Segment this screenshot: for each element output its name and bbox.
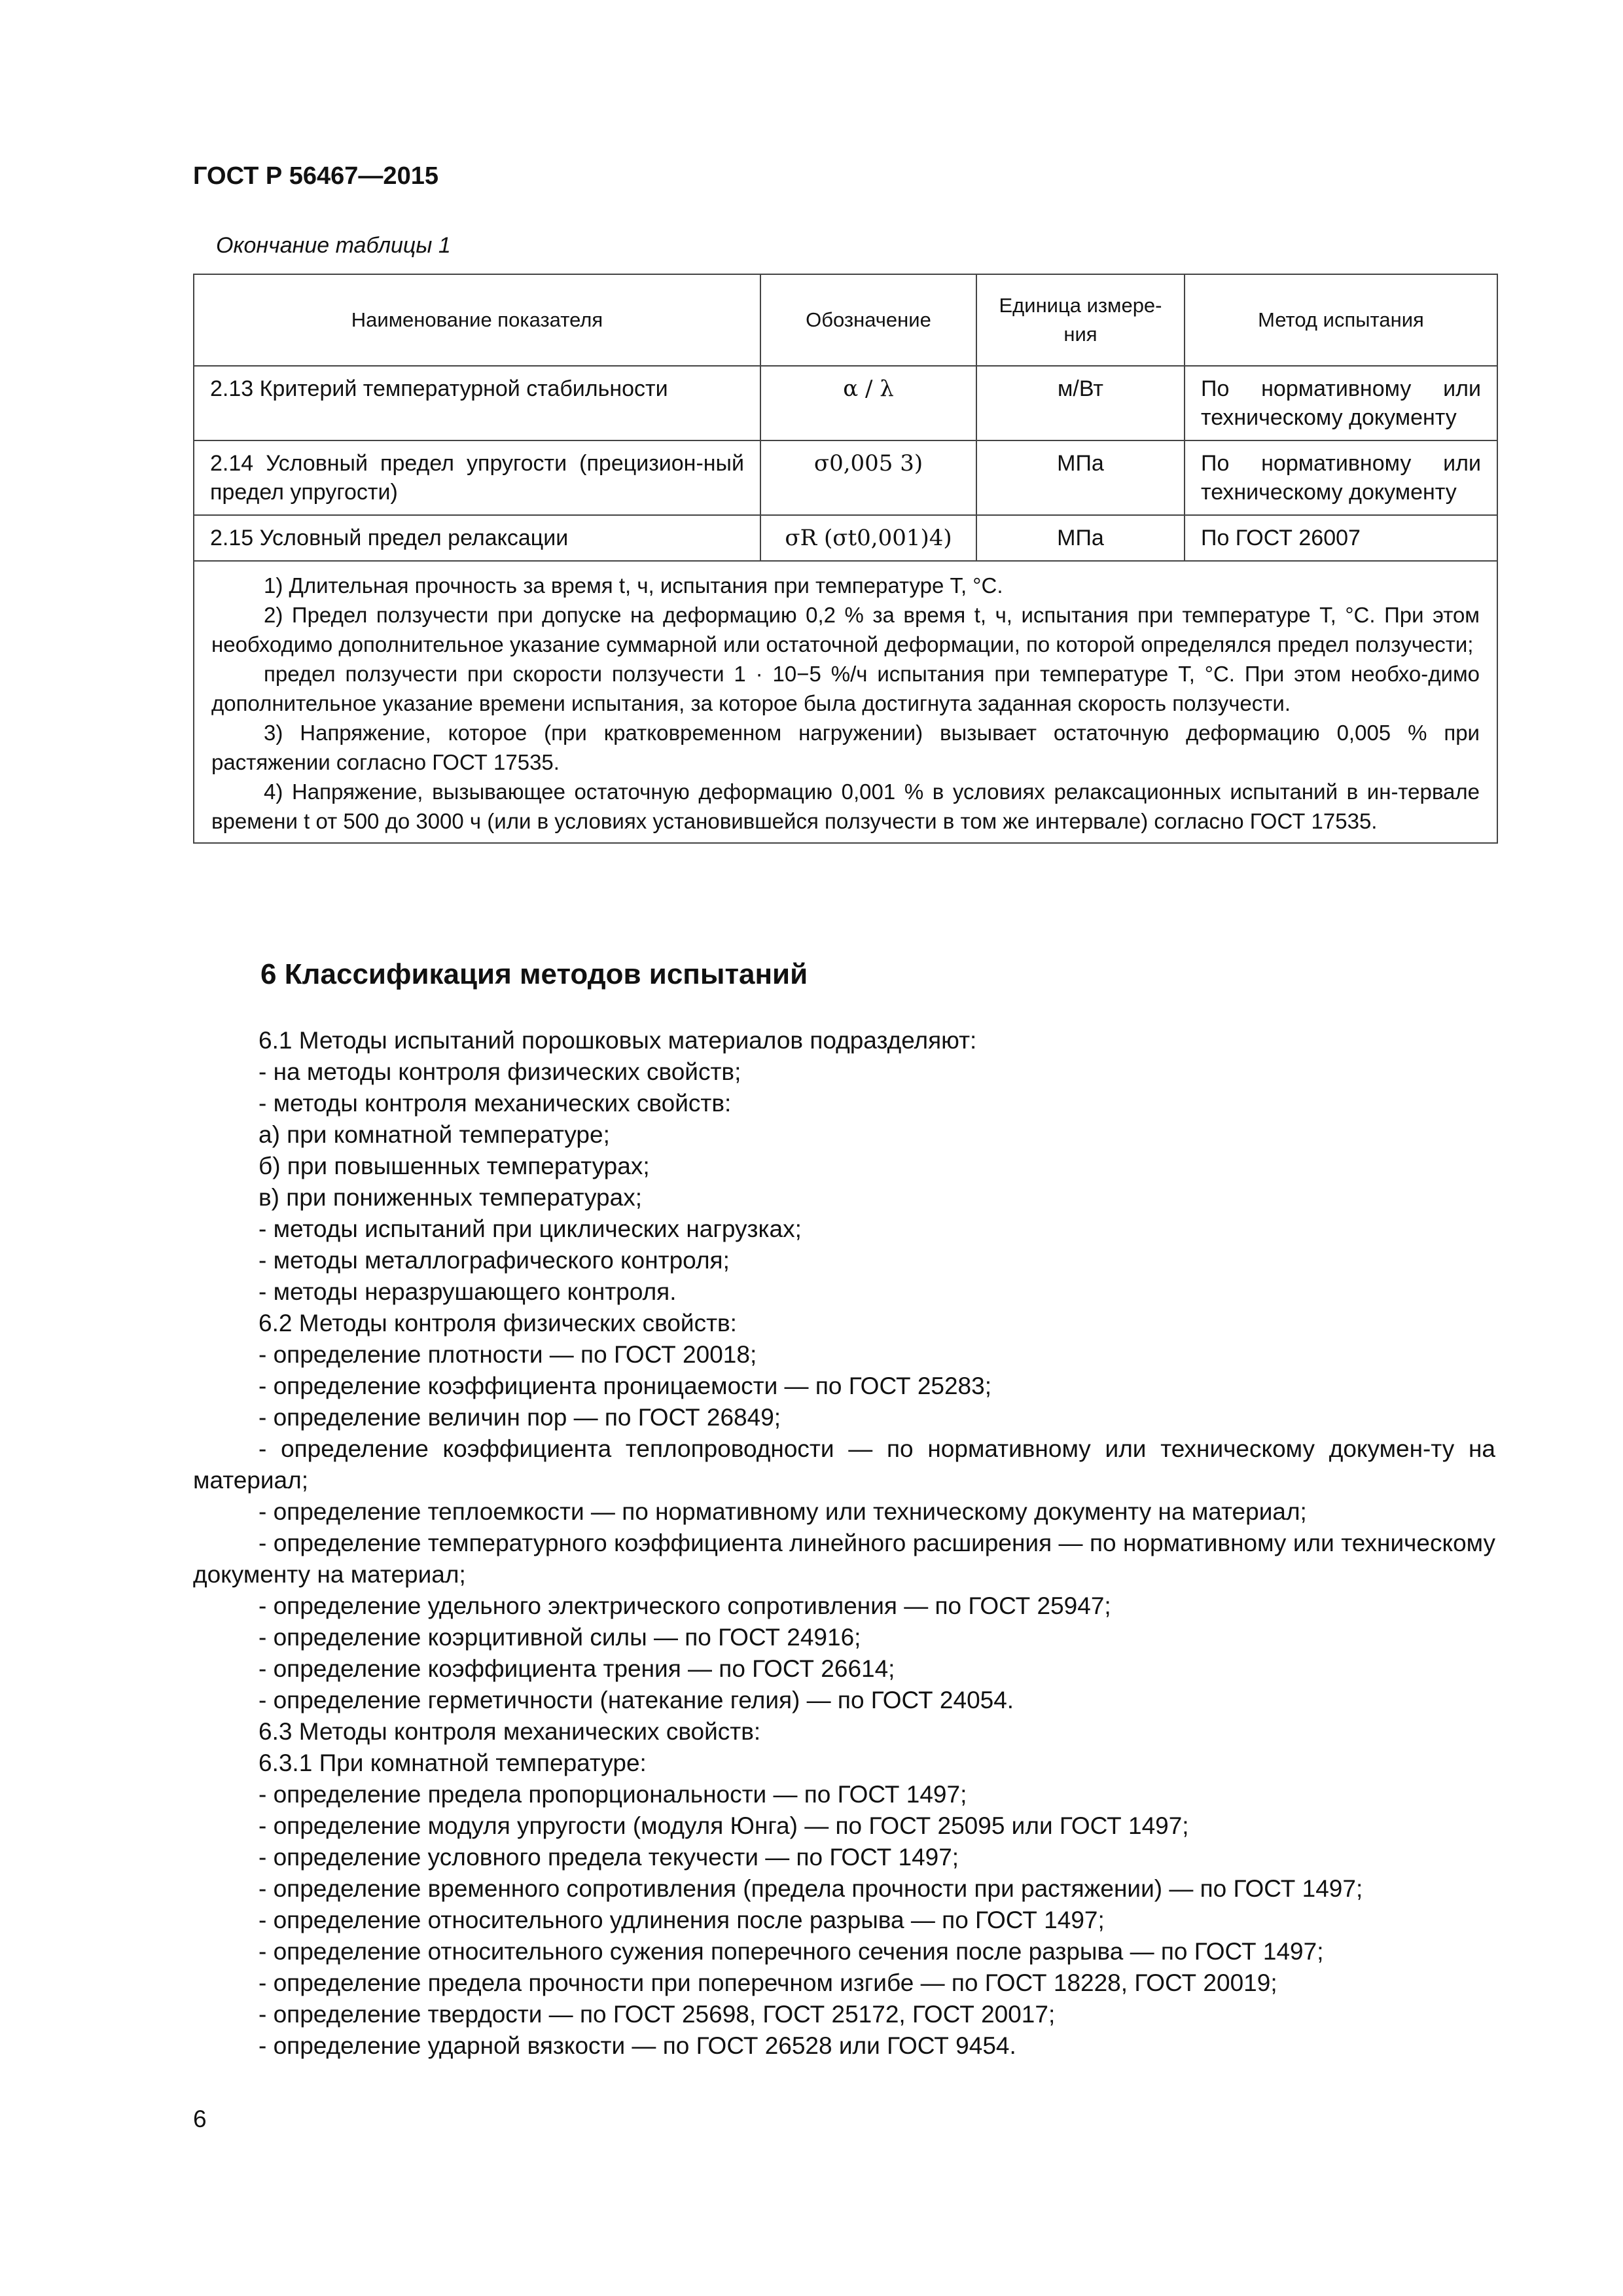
section-paragraph: б) при повышенных температурах;	[259, 1153, 650, 1179]
table-row	[194, 367, 1497, 441]
section-paragraph: - определение условного предела текучести — по ГОСТ 1497;	[259, 1844, 959, 1871]
row-unit: МПа	[977, 516, 1185, 560]
section-paragraph: - методы испытаний при циклических нагрузках;	[259, 1215, 802, 1242]
section-paragraph: - определение плотности — по ГОСТ 20018;	[259, 1341, 757, 1368]
section-paragraph: - определение относительного удлинения после разрыва — по ГОСТ 1497;	[259, 1907, 1105, 1933]
table-row	[194, 441, 1497, 516]
row-method: По нормативному или техническому документу	[1201, 376, 1481, 430]
section-paragraph: - определение модуля упругости (модуля Юнга) — по ГОСТ 25095 или ГОСТ 1497;	[259, 1812, 1189, 1839]
table-row	[194, 516, 1497, 562]
section-paragraph: - определение временного сопротивления (предела прочности при растяжении) — по ГОСТ 1497;	[259, 1875, 1363, 1902]
table-footnotes	[194, 562, 1497, 842]
section-paragraph: - определение предела пропорциональности — по ГОСТ 1497;	[259, 1781, 967, 1808]
section-body	[193, 1025, 1495, 2062]
column-header-method: Метод испытания	[1258, 308, 1424, 331]
section-paragraph: - методы неразрушающего контроля.	[259, 1278, 677, 1305]
document-header: ГОСТ Р 56467—2015	[193, 162, 438, 190]
row-unit: МПа	[977, 441, 1185, 514]
section-paragraph: а) при комнатной температуре;	[259, 1121, 610, 1148]
column-header-unit: Единица измере-ния	[977, 275, 1185, 365]
section-paragraph: - определение коэффициента теплопроводности — по нормативному или техническому докумен-ту на материал;	[193, 1435, 1495, 1494]
column-header-name: Наименование показателя	[194, 275, 761, 365]
row-method: По ГОСТ 26007	[1201, 526, 1361, 550]
section-paragraph: 6.1 Методы испытаний порошковых материалов подразделяют:	[259, 1027, 977, 1054]
section-paragraph: - определение коэффициента трения — по ГОСТ 26614;	[259, 1655, 895, 1682]
page-number: 6	[193, 2106, 207, 2132]
section-paragraph: 6.3.1 При комнатной температуре:	[259, 1749, 647, 1776]
section-paragraph: - определение теплоемкости — по нормативному или техническому документу на материал;	[259, 1498, 1307, 1525]
row-symbol: α / λ	[761, 367, 977, 440]
column-header-symbol: Обозначение	[761, 275, 977, 365]
section-paragraph: - определение коэффициента проницаемости — по ГОСТ 25283;	[259, 1372, 991, 1399]
row-symbol: σR (σt0,001)4)	[761, 516, 977, 560]
footnote: предел ползучести при скорости ползучести 1 · 10−5 %/ч испытания при температуре T, °С. При этом необхо-димо дополнительное указание времени испытания, за которое была достигнута заданная скорость ползучести.	[211, 662, 1480, 715]
table-caption: Окончание таблицы 1	[216, 233, 451, 258]
table-header-row	[194, 275, 1497, 367]
row-unit: м/Вт	[977, 367, 1185, 440]
row-symbol: σ0,005 3)	[761, 441, 977, 514]
section-paragraph: - определение твердости — по ГОСТ 25698, ГОСТ 25172, ГОСТ 20017;	[259, 2001, 1056, 2028]
indicators-table	[193, 274, 1498, 844]
section-paragraph: 6.2 Методы контроля физических свойств:	[259, 1310, 737, 1336]
section-paragraph: - определение ударной вязкости — по ГОСТ 26528 или ГОСТ 9454.	[259, 2032, 1016, 2059]
footnote: 3) Напряжение, которое (при кратковременном нагружении) вызывает остаточную деформацию 0,005 % при растяжении согласно ГОСТ 17535.	[211, 721, 1480, 774]
row-name: 2.13 Критерий температурной стабильности	[194, 367, 761, 440]
row-name: 2.15 Условный предел релаксации	[194, 516, 761, 560]
section-paragraph: - на методы контроля физических свойств;	[259, 1058, 741, 1085]
section-paragraph: - определение герметичности (натекание гелия) — по ГОСТ 24054.	[259, 1687, 1014, 1713]
footnote: 2) Предел ползучести при допуске на деформацию 0,2 % за время t, ч, испытания при температуре T, °С. При этом необходимо дополнительное указание суммарной или остаточной деформации, по которой определялся предел ползучести;	[211, 603, 1480, 656]
row-name: 2.14 Условный предел упругости (прецизион-ный предел упругости)	[194, 441, 761, 514]
footnote: 1) Длительная прочность за время t, ч, испытания при температуре T, °С.	[264, 573, 1003, 598]
section-paragraph: - определение температурного коэффициента линейного расширения — по нормативному или техническому документу на материал;	[193, 1530, 1495, 1588]
section-paragraph: - методы металлографического контроля;	[259, 1247, 730, 1274]
section-paragraph: - определение удельного электрического сопротивления — по ГОСТ 25947;	[259, 1592, 1111, 1619]
section-paragraph: - определение величин пор — по ГОСТ 26849;	[259, 1404, 781, 1431]
section-paragraph: 6.3 Методы контроля механических свойств:	[259, 1718, 761, 1745]
section-paragraph: в) при пониженных температурах;	[259, 1184, 642, 1211]
footnote: 4) Напряжение, вызывающее остаточную деформацию 0,001 % в условиях релаксационных испытаний в ин-тервале времени t от 500 до 3000 ч (или в условиях установившейся ползучести в том же интервале) согласно ГОСТ 17535.	[211, 780, 1480, 833]
section-paragraph: - определение коэрцитивной силы — по ГОСТ 24916;	[259, 1624, 861, 1651]
section-paragraph: - определение относительного сужения поперечного сечения после разрыва — по ГОСТ 1497;	[259, 1938, 1324, 1965]
section-paragraph: - определение предела прочности при поперечном изгибе — по ГОСТ 18228, ГОСТ 20019;	[259, 1969, 1277, 1996]
row-method: По нормативному или техническому документу	[1201, 451, 1481, 505]
section-paragraph: - методы контроля механических свойств:	[259, 1090, 732, 1117]
section-title: 6 Классификация методов испытаний	[260, 958, 808, 990]
